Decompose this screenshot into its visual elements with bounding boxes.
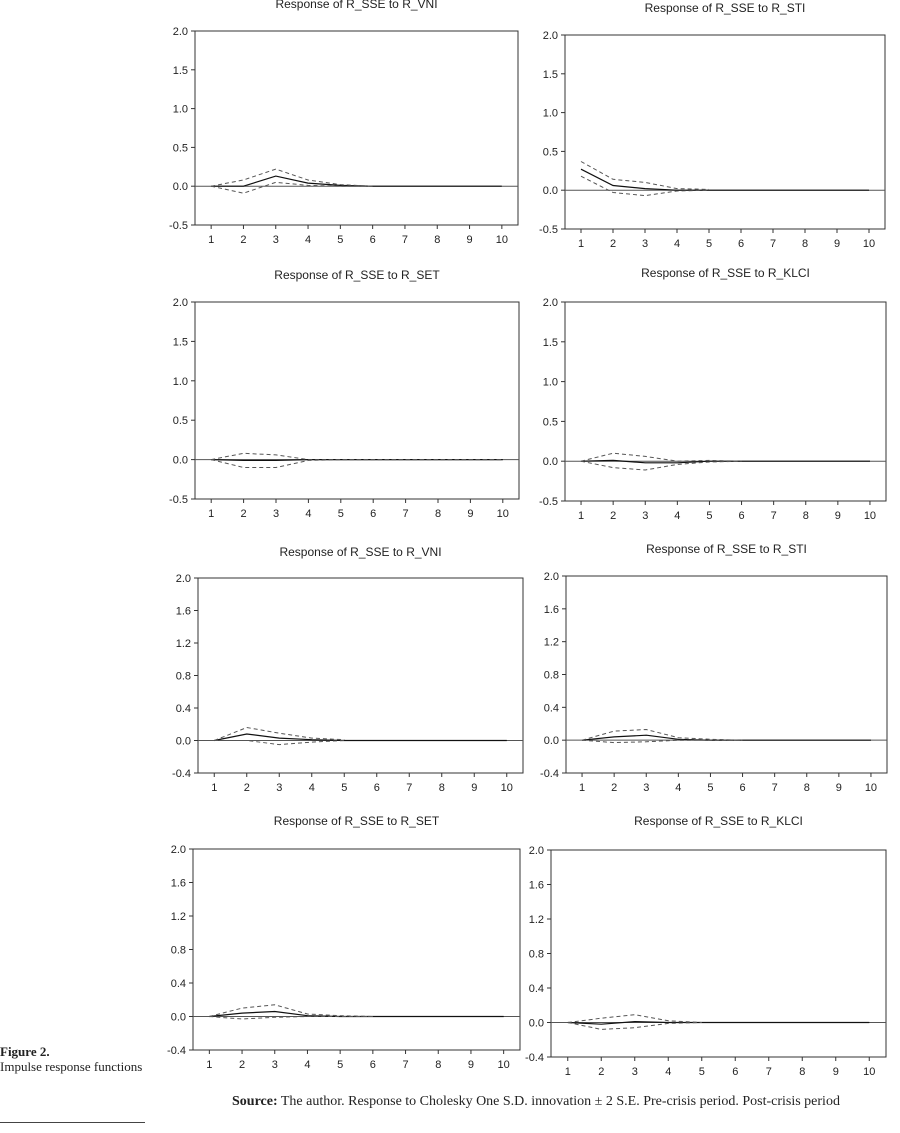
chart-3-ytick-label: 1.0: [172, 375, 188, 388]
chart-5-xtick-label: 1: [211, 782, 218, 794]
chart-4-ytick-label: -0.5: [539, 496, 558, 508]
chart-4-ytick-label: 2.0: [542, 297, 558, 309]
chart-1-xtick-label: 8: [434, 234, 441, 246]
chart-2-ytick-label: 0.5: [542, 146, 558, 159]
chart-7-ytick-label: 0.0: [170, 1011, 186, 1024]
chart-3-ytick-label: 0.0: [172, 454, 188, 467]
chart-2-xtick-label: 10: [862, 238, 876, 250]
chart-1-xtick-label: 7: [401, 234, 409, 246]
figure-divider: [0, 1122, 145, 1123]
chart-4-ytick-label: 1.5: [542, 336, 558, 349]
chart-1-ytick-label: 2.0: [172, 26, 188, 38]
chart-1-xtick-label: 10: [495, 234, 508, 246]
chart-4-xtick-label: 5: [706, 510, 713, 522]
chart-6-xtick-label: 9: [835, 782, 842, 794]
chart-2-ytick-label: 0.0: [542, 185, 558, 198]
figure-caption: Impulse response functions: [0, 1059, 143, 1074]
chart-7: [167, 814, 520, 1071]
chart-6-xtick-label: 7: [771, 782, 778, 794]
chart-6-ytick-label: 0.8: [543, 669, 559, 682]
chart-3-frame: [195, 302, 519, 499]
chart-8-xtick-label: 4: [665, 1066, 672, 1078]
source-label: Source:: [232, 1094, 278, 1109]
chart-3-xtick-label: 9: [467, 508, 474, 520]
chart-5-title: Response of R_SSE to R_VNI: [279, 545, 442, 559]
chart-1-xtick-label: 9: [466, 234, 473, 246]
chart-8-xtick-label: 2: [598, 1066, 605, 1078]
chart-3-ytick-label: 2.0: [172, 297, 188, 309]
chart-6-xtick-label: 2: [611, 782, 618, 794]
chart-2-series-response: [581, 169, 869, 190]
chart-7-xtick-label: 5: [337, 1059, 344, 1071]
chart-8-ytick-label: 0.8: [528, 948, 544, 961]
chart-3-ytick-label: -0.5: [169, 494, 188, 506]
chart-2-xtick-label: 9: [833, 238, 841, 250]
chart-3-xtick-label: 7: [402, 508, 409, 520]
chart-8-ytick-label: -0.4: [525, 1052, 544, 1064]
source-note: [232, 1094, 852, 1110]
chart-2-ytick-label: -0.5: [539, 224, 558, 236]
chart-6-ytick-label: 0.4: [543, 702, 559, 715]
chart-8-ytick-label: 1.2: [528, 914, 544, 926]
chart-5-ytick-label: -0.4: [172, 768, 191, 780]
chart-1-series-response: [211, 176, 502, 186]
chart-6-xtick-label: 5: [707, 782, 714, 794]
chart-4-xtick-label: 2: [610, 510, 617, 522]
chart-8-series-response: [568, 1022, 870, 1025]
chart-4-xtick-label: 10: [863, 510, 877, 522]
chart-8-xtick-label: 10: [863, 1066, 876, 1078]
chart-8-xtick-label: 9: [832, 1066, 839, 1078]
chart-4-xtick-label: 4: [674, 510, 681, 522]
chart-8-xtick-label: 1: [564, 1066, 571, 1078]
chart-2-title: Response of R_SSE to R_STI: [644, 1, 806, 15]
chart-5-ytick-label: 1.2: [175, 638, 191, 650]
chart-7-ytick-label: 0.4: [170, 978, 186, 990]
chart-4-ytick-label: 0.5: [542, 416, 558, 429]
chart-3-ytick-label: 0.5: [172, 415, 188, 428]
chart-6-xtick-label: 3: [643, 782, 650, 794]
chart-4-xtick-label: 7: [770, 510, 777, 522]
chart-4-ytick-label: 1.0: [542, 376, 558, 389]
figure-number: Figure 2.: [0, 1044, 50, 1059]
chart-5-xtick-label: 6: [373, 782, 380, 794]
chart-5-xtick-label: 9: [471, 782, 478, 794]
chart-3: [169, 268, 519, 520]
chart-4-xtick-label: 1: [577, 510, 585, 522]
chart-1: [169, 0, 518, 246]
chart-6-ytick-label: 1.2: [543, 636, 559, 649]
chart-2-xtick-label: 4: [673, 238, 681, 250]
chart-6-xtick-label: 6: [739, 782, 746, 794]
chart-6-series-response: [582, 735, 871, 740]
chart-6-title: Response of R_SSE to R_STI: [646, 542, 807, 556]
chart-6-ytick-label: 0.0: [543, 735, 559, 748]
chart-8-xtick-label: 8: [799, 1066, 806, 1078]
chart-8-xtick-label: 5: [698, 1066, 705, 1078]
chart-4-xtick-label: 9: [834, 510, 841, 522]
chart-6-ytick-label: 1.6: [543, 603, 559, 616]
chart-4-frame: [565, 302, 886, 501]
chart-6-xtick-label: 4: [675, 782, 682, 794]
chart-3-series-upper: [211, 453, 503, 459]
chart-1-ytick-label: 0.0: [172, 181, 188, 194]
chart-1-frame: [195, 31, 518, 225]
chart-1-xtick-label: 2: [240, 234, 247, 246]
chart-5-frame: [198, 578, 523, 773]
chart-5-ytick-label: 0.8: [175, 670, 191, 683]
chart-6-frame: [566, 576, 887, 773]
chart-8: [525, 814, 886, 1078]
chart-1-xtick-label: 3: [272, 234, 279, 246]
chart-2-ytick-label: 2.0: [542, 30, 558, 42]
chart-7-ytick-label: 1.6: [170, 877, 186, 890]
chart-6-xtick-label: 1: [578, 782, 586, 794]
chart-5-series-response: [214, 734, 507, 741]
chart-2-xtick-label: 5: [705, 238, 713, 250]
chart-7-xtick-label: 3: [271, 1059, 278, 1071]
chart-2-xtick-label: 8: [801, 238, 809, 250]
chart-5-xtick-label: 7: [406, 782, 413, 794]
source-text: The author. Response to Cholesky One S.D. innovation ± 2 S.E. Pre-crisis period. Post-crisis period: [280, 1094, 840, 1109]
figure-label: [0, 1044, 150, 1074]
chart-3-ytick-label: 1.5: [172, 336, 188, 349]
chart-7-xtick-label: 9: [467, 1059, 475, 1071]
chart-3-xtick-label: 1: [208, 508, 215, 520]
chart-1-ytick-label: 1.5: [172, 64, 188, 77]
chart-8-ytick-label: 2.0: [528, 845, 544, 857]
chart-3-xtick-label: 3: [272, 508, 280, 520]
chart-5-xtick-label: 5: [341, 782, 348, 794]
chart-5-xtick-label: 3: [276, 782, 283, 794]
chart-3-xtick-label: 6: [370, 508, 377, 520]
chart-7-xtick-label: 6: [369, 1059, 376, 1071]
chart-6: [540, 542, 887, 794]
chart-5-ytick-label: 2.0: [175, 573, 191, 585]
chart-7-series-upper: [209, 1005, 373, 1017]
chart-7-xtick-label: 7: [402, 1059, 409, 1071]
chart-5-xtick-label: 10: [500, 782, 513, 794]
chart-2-xtick-label: 3: [641, 238, 649, 250]
chart-2-xtick-label: 1: [577, 238, 585, 250]
chart-2-xtick-label: 2: [609, 238, 617, 250]
chart-2-ytick-label: 1.5: [542, 68, 558, 81]
chart-2-ytick-label: 1.0: [542, 107, 558, 120]
chart-1-xtick-label: 5: [337, 234, 344, 246]
chart-7-xtick-label: 10: [497, 1059, 510, 1071]
chart-4-xtick-label: 3: [642, 510, 649, 522]
chart-8-ytick-label: 0.4: [528, 983, 544, 995]
chart-7-title: Response of R_SSE to R_SET: [273, 814, 440, 828]
chart-7-xtick-label: 4: [304, 1059, 311, 1071]
chart-4-ytick-label: 0.0: [542, 456, 558, 469]
chart-2-xtick-label: 7: [769, 238, 777, 250]
chart-6-series-upper: [582, 730, 743, 741]
chart-4-title: Response of R_SSE to R_KLCI: [641, 266, 810, 280]
chart-3-xtick-label: 4: [305, 508, 312, 520]
chart-7-ytick-label: 2.0: [170, 844, 186, 856]
chart-7-ytick-label: -0.4: [167, 1045, 186, 1057]
chart-7-frame: [193, 849, 520, 1050]
chart-7-ytick-label: 1.2: [170, 911, 186, 923]
chart-6-ytick-label: -0.4: [540, 768, 559, 780]
chart-1-xtick-label: 4: [304, 234, 312, 246]
chart-1-ytick-label: 0.5: [172, 142, 188, 155]
chart-7-ytick-label: 0.8: [170, 944, 186, 957]
chart-8-frame: [551, 850, 886, 1057]
chart-6-xtick-label: 10: [864, 782, 878, 794]
chart-7-xtick-label: 1: [206, 1059, 213, 1071]
chart-4: [539, 266, 886, 522]
chart-8-xtick-label: 6: [732, 1066, 739, 1078]
chart-3-xtick-label: 8: [434, 508, 442, 520]
chart-1-ytick-label: -0.5: [169, 220, 188, 232]
chart-5-xtick-label: 2: [243, 782, 250, 794]
chart-1-title: Response of R_SSE to R_VNI: [275, 0, 438, 11]
chart-5-ytick-label: 0.4: [175, 703, 191, 715]
chart-1-series-lower: [211, 182, 372, 193]
chart-6-xtick-label: 8: [803, 782, 810, 794]
chart-5-ytick-label: 0.0: [175, 735, 191, 748]
chart-8-xtick-label: 7: [765, 1066, 772, 1078]
chart-8-ytick-label: 1.6: [528, 879, 544, 892]
chart-2-series-upper: [581, 162, 709, 190]
chart-1-ytick-label: 1.0: [172, 103, 188, 116]
chart-2: [539, 1, 885, 250]
chart-5: [172, 545, 523, 794]
chart-2-xtick-label: 6: [737, 238, 745, 250]
chart-6-ytick-label: 2.0: [543, 571, 559, 583]
chart-4-series-response: [581, 460, 870, 462]
chart-3-xtick-label: 10: [496, 508, 509, 520]
chart-5-series-lower: [214, 741, 344, 745]
chart-3-xtick-label: 5: [337, 508, 344, 520]
chart-1-xtick-label: 6: [369, 234, 376, 246]
chart-5-ytick-label: 1.6: [175, 605, 191, 618]
chart-5-xtick-label: 4: [308, 782, 315, 794]
chart-3-title: Response of R_SSE to R_SET: [274, 268, 440, 282]
chart-7-xtick-label: 2: [238, 1059, 246, 1071]
chart-8-ytick-label: 0.0: [528, 1017, 544, 1030]
chart-4-xtick-label: 6: [738, 510, 745, 522]
chart-1-xtick-label: 1: [208, 234, 215, 246]
chart-1-series-upper: [211, 169, 372, 186]
chart-8-title: Response of R_SSE to R_KLCI: [634, 814, 803, 828]
chart-4-xtick-label: 8: [802, 510, 809, 522]
chart-5-xtick-label: 8: [438, 782, 445, 794]
chart-3-xtick-label: 2: [240, 508, 247, 520]
chart-8-xtick-label: 3: [631, 1066, 638, 1078]
chart-2-frame: [565, 35, 885, 229]
chart-7-xtick-label: 8: [435, 1059, 442, 1071]
